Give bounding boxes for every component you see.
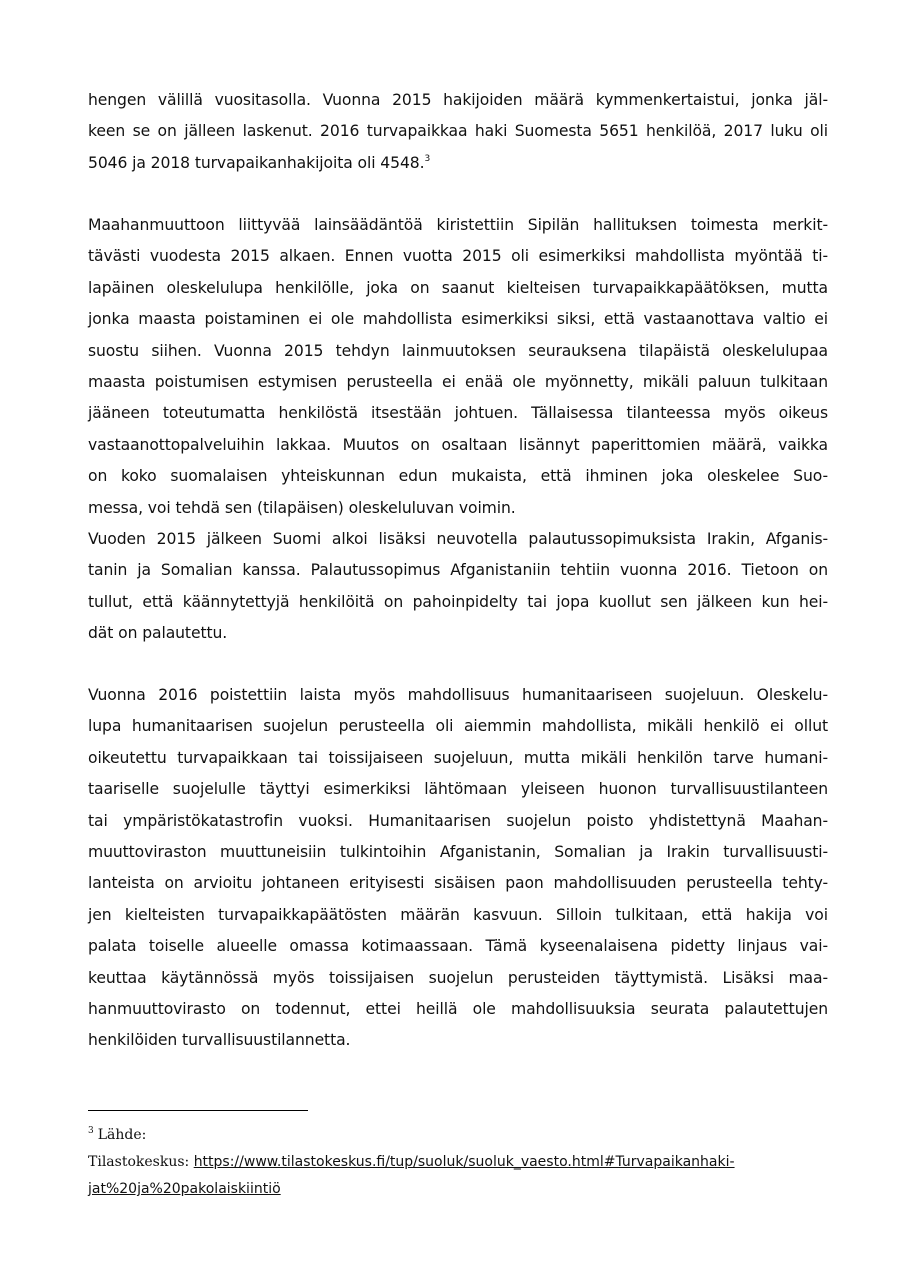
text-line: lupa humanitaarisen suojelun perusteella oli aiemmin mahdollista, mikäli henkilö ei ollut	[88, 717, 828, 736]
text-line: hengen välillä vuositasolla. Vuonna 2015 hakijoiden määrä kymmenkertaistui, jonka jäl-	[88, 91, 828, 109]
text-line: jen kielteisten turvapaikkapäätösten määrän kasvuun. Silloin tulkitaan, että hakija voi	[88, 905, 828, 924]
footnote-number: 3	[88, 1126, 94, 1136]
paragraph-humanitarian-protection	[88, 680, 828, 1057]
text-line: suostu siihen. Vuonna 2015 tehdyn lainmuutoksen seurauksena tilapäistä oleskelulupaa	[88, 341, 828, 360]
text-line: vastaanottopalveluihin lakkaa. Muutos on osaltaan lisännyt paperittomien määrä, vaikka	[88, 435, 828, 454]
text-line: oikeutettu turvapaikkaan tai toissijaiseen suojeluun, mutta mikäli henkilön tarve humani-	[88, 748, 828, 767]
text-line: tävästi vuodesta 2015 alkaen. Ennen vuotta 2015 oli esimerkiksi mahdollista myöntää ti-	[88, 247, 828, 266]
text-line: keuttaa käytännössä myös toissijaisen suojelun perusteiden täyttymistä. Lisäksi maa-	[88, 968, 828, 987]
text-line: lapäinen oleskelulupa henkilölle, joka on saanut kielteisen turvapaikkapäätöksen, mutta	[88, 278, 828, 297]
text-line: tai ympäristökatastrofin vuoksi. Humanitaarisen suojelun poisto yhdistettynä Maahan-	[88, 811, 828, 830]
text-line: lanteista on arvioitu johtaneen erityisesti sisäisen paon mahdollisuuden perusteella tehty-	[88, 874, 828, 893]
text-line: Maahanmuuttoon liittyvää lainsäädäntöä kiristettiin Sipilän hallituksen toimesta merkit-	[88, 216, 828, 234]
text-line: palata toiselle alueelle omassa kotimaassaan. Tämä kyseenalaisena pidetty linjaus vai-	[88, 937, 828, 956]
text-line: Vuonna 2016 poistettiin laista myös mahdollisuus humanitaariseen suojeluun. Oleskelu-	[88, 686, 828, 704]
text-line: jonka maasta poistaminen ei ole mahdollista esimerkiksi siksi, että vastaanottava valtio ei	[88, 310, 828, 329]
text-line: taariselle suojelulle täyttyi esimerkiksi lähtömaan yleiseen huonon turvallisuustilanteen	[88, 780, 828, 799]
footnote-url-link[interactable]: https://www.tilastokeskus.fi/tup/suoluk/suoluk_vaesto.html#Turvapaikanhaki-	[193, 1154, 735, 1170]
footnote-reference[interactable]: 3	[424, 153, 431, 164]
text-line-with-ref	[88, 148, 828, 179]
paragraph-legislation	[88, 210, 828, 649]
text-line: keen se on jälleen laskenut. 2016 turvapaikkaa haki Suomesta 5651 henkilöä, 2017 luku oli	[88, 122, 828, 141]
text-line: tanin ja Somalian kanssa. Palautussopimus Afganistaniin tehtiin vuonna 2016. Tietoon on	[88, 561, 828, 580]
footnote-label: Lähde:	[97, 1127, 147, 1143]
text-line: messa, voi tehdä sen (tilapäisen) oleskeluluvan voimin.	[88, 498, 516, 517]
footnote-source-prefix: Tilastokeskus:	[88, 1154, 190, 1170]
text-line: maasta poistumisen estymisen perusteella ei enää ole myönnetty, mikäli paluun tulkitaan	[88, 372, 828, 391]
footnote-url-link-continuation[interactable]: jat%20ja%20pakolaiskiintiö	[88, 1181, 281, 1197]
text-line: henkilöiden turvallisuustilannetta.	[88, 1031, 351, 1050]
footnote-separator	[88, 1110, 308, 1111]
text-line: 5046 ja 2018 turvapaikanhakijoita oli 4548.	[88, 153, 425, 172]
text-line: muuttoviraston muuttuneisiin tulkintoihin Afganistanin, Somalian ja Irakin turvallisuusti-	[88, 842, 828, 861]
paragraph-asylum-statistics	[88, 85, 828, 179]
footnote-heading	[88, 1122, 788, 1149]
text-line: Vuoden 2015 jälkeen Suomi alkoi lisäksi neuvotella palautussopimuksista Irakin, Afganis-	[88, 529, 828, 548]
footnote-source	[88, 1149, 788, 1176]
text-line: dät on palautettu.	[88, 624, 228, 643]
footnote-url-continuation	[88, 1176, 788, 1203]
text-line: hanmuuttovirasto on todennut, ettei heillä ole mahdollisuuksia seurata palautettujen	[88, 999, 828, 1018]
text-line: on koko suomalaisen yhteiskunnan edun mukaista, että ihminen joka oleskelee Suo-	[88, 467, 828, 486]
text-line: tullut, että käännytettyjä henkilöitä on pahoinpidelty tai jopa kuollut sen jälkeen kun hei-	[88, 592, 828, 611]
text-line: jääneen toteutumatta henkilöstä itsestään johtuen. Tällaisessa tilanteessa myös oikeus	[88, 404, 828, 423]
footnote	[88, 1122, 788, 1203]
